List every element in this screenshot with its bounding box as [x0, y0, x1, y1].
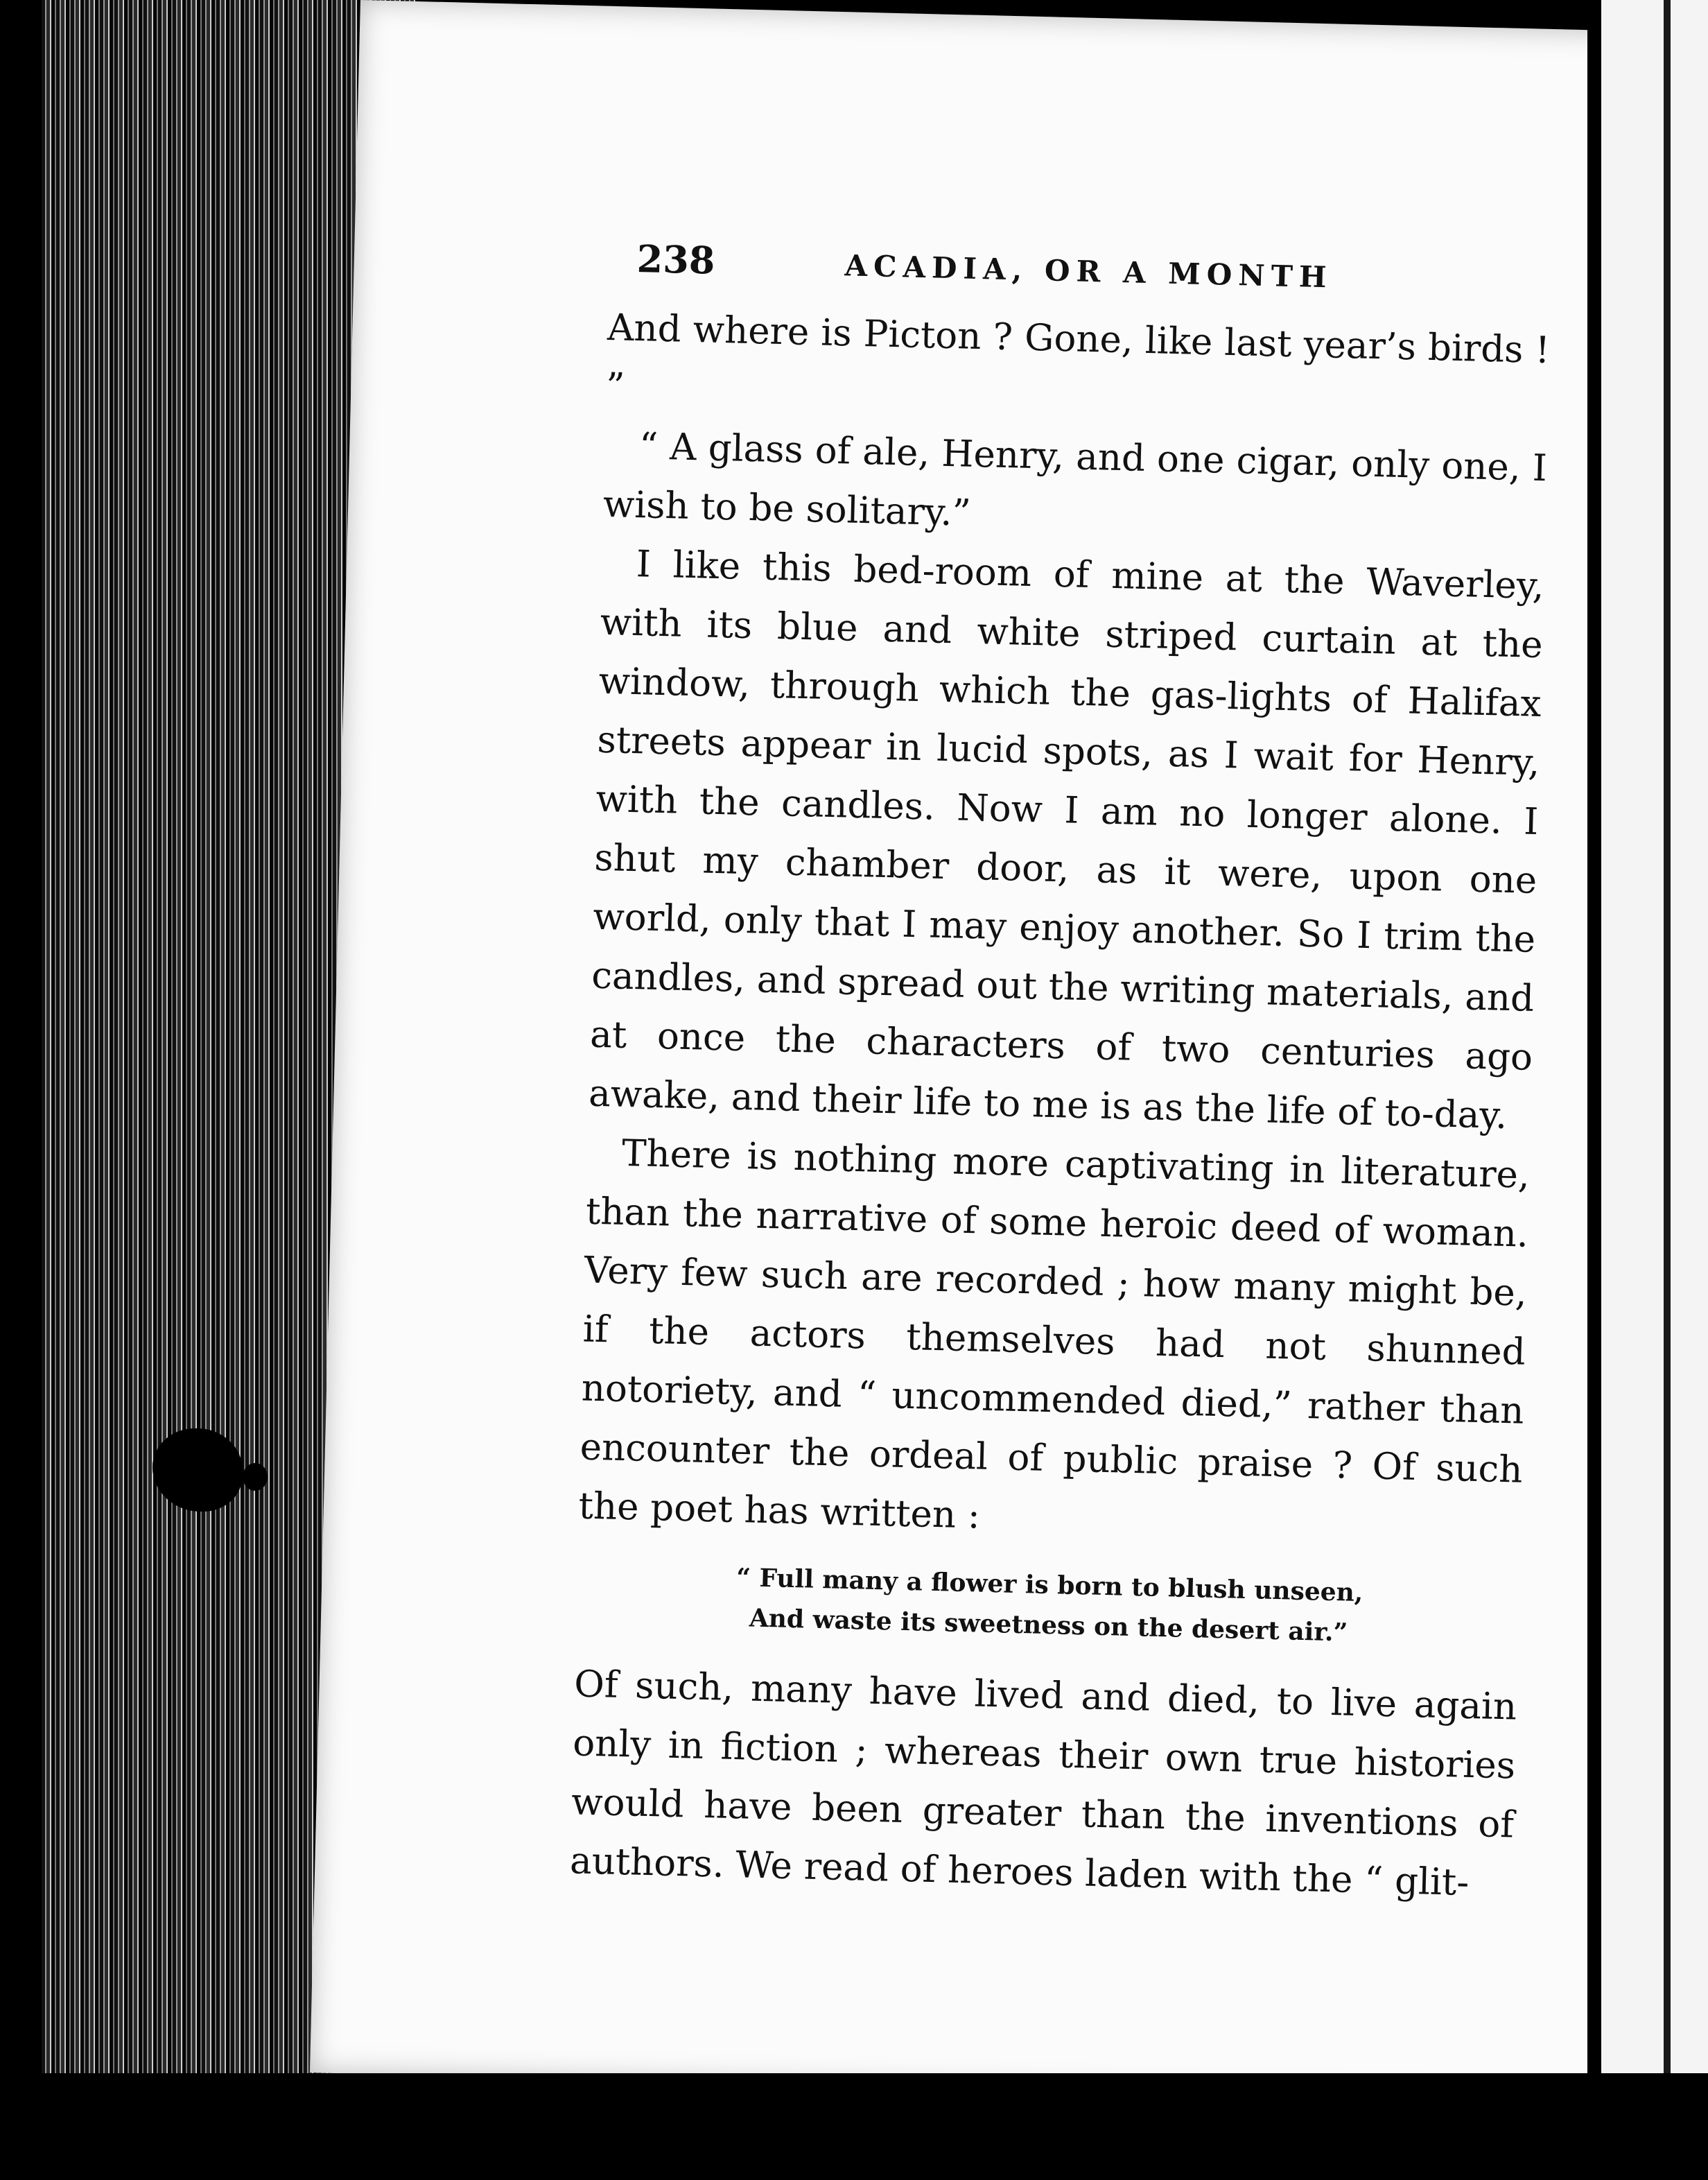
facing-page-border: [1664, 0, 1671, 2180]
paragraph-5: Of such, many have lived and died, to live again only in fiction ; whereas their own true histories would have been greater than the inventions of authors. We read of heroes laden with the “ glit-: [569, 1663, 1517, 1904]
verse-line-2: And waste its sweetness on the desert air.”: [749, 1603, 1348, 1647]
page-number: 238: [636, 236, 716, 283]
verse-quote: [575, 1553, 1519, 1656]
paragraph-4: There is nothing more captivating in literature, than the narrative of some heroic deed of woman. Very few such are recorded ; how many might be, if the actors themselves had not shunned notoriety, and “ uncommended died,” rather than encounter the ordeal of public praise ? Of such the poet has written :: [577, 1132, 1531, 1537]
scan-bottom-border: [0, 2073, 1708, 2180]
ink-blot-small: [243, 1463, 268, 1491]
page-text: [569, 222, 1552, 1914]
page-gutter: [1587, 0, 1601, 2080]
facing-page-edge: [1601, 0, 1708, 2180]
paragraph-2: “ A glass of ale, Henry, and one cigar, only one, I wish to be solitary.”: [602, 425, 1548, 535]
paragraph-3: I like this bed-room of mine at the Waverley, with its blue and white striped curtain at the window, through which the gas-lights of Halifax streets appear in lucid spots, as I wait for Henry, with the candles. Now I am no longer alone. I shut my chamber door, as it were, upon one world, only that I may enjoy another. So I trim the candles, and spread out the writing materials, and at once the characters of two centuries ago awake, and their life to me is as the life of to-day.: [588, 543, 1545, 1137]
verse-line-1: “ Full many a flower is born to blush unseen,: [735, 1563, 1363, 1608]
running-title: ACADIA, OR A MONTH: [844, 248, 1334, 295]
paragraph-1: And where is Picton ? Gone, like last year’s birds ! ”: [605, 306, 1551, 408]
